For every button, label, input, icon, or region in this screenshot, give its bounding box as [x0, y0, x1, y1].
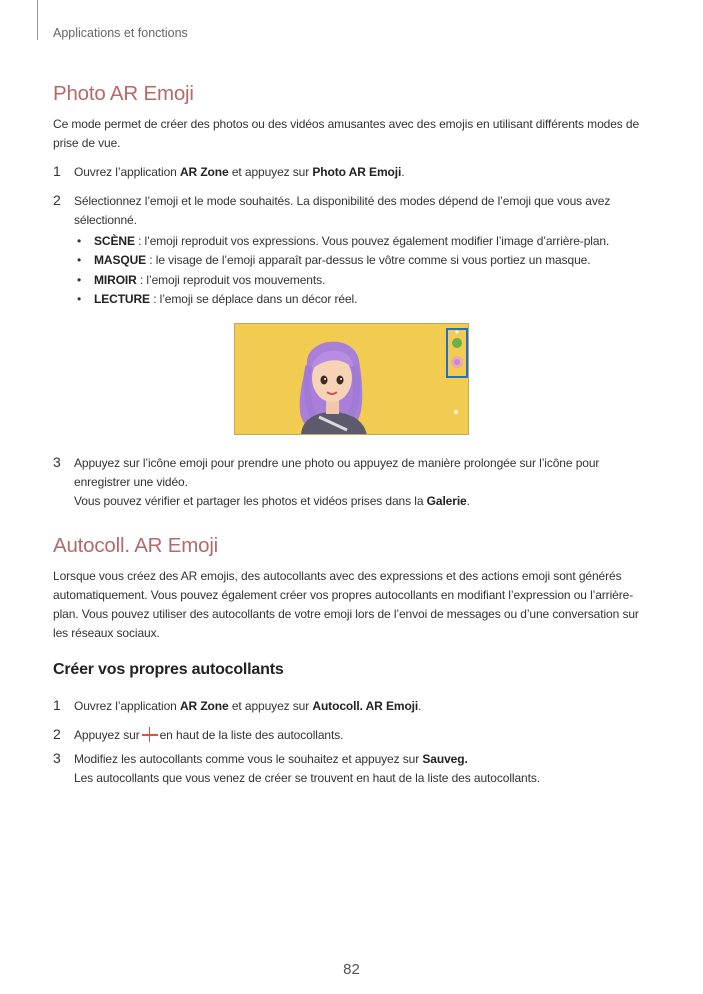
- list-item: [75, 232, 655, 251]
- mode-list: [75, 232, 655, 309]
- step-text: Modifiez les autocollants comme vous le souhaitez et appuyez sur: [74, 752, 423, 766]
- step-number: 2: [53, 192, 61, 208]
- app-name: AR Zone: [179, 165, 229, 179]
- step-text: et appuyez sur: [228, 165, 313, 179]
- step-number: 2: [53, 726, 61, 742]
- mode-term: SCÈNE: [94, 234, 135, 248]
- step-number: 3: [53, 454, 61, 470]
- step-text: Les autocollants que vous venez de créer se trouvent en haut de la liste des autocollants.: [74, 771, 540, 785]
- menu-target: Photo AR Emoji: [312, 165, 402, 179]
- mode-desc: : le visage de l’emoji apparaît par-dessus le vôtre comme si vous portiez un masque.: [146, 253, 591, 268]
- ar-emoji-screenshot: [234, 323, 469, 435]
- step-number: 1: [53, 163, 61, 179]
- step-text: en haut de la liste des autocollants.: [159, 728, 344, 742]
- app-name: Galerie: [426, 494, 467, 508]
- margin-rule: [37, 0, 38, 40]
- mode-term: MASQUE: [94, 253, 147, 268]
- step-text: Appuyez sur: [74, 728, 140, 742]
- step-text: Ouvrez l’application: [74, 699, 180, 713]
- mode-term: LECTURE: [94, 291, 150, 306]
- list-item: [75, 251, 655, 270]
- step-number: 1: [53, 697, 61, 713]
- mode-desc: : l’emoji se déplace dans un décor réel.: [149, 291, 358, 306]
- ar-emoji-illustration: [235, 324, 469, 435]
- autocoll-step-2: [53, 726, 653, 745]
- step-text: Sélectionnez l’emoji et le mode souhaités. La disponibilité des modes dépend de l’emoji que vous avez sélectionné.: [74, 194, 611, 227]
- app-name: AR Zone: [179, 699, 229, 713]
- menu-target: Autocoll. AR Emoji: [312, 699, 419, 713]
- step-text: Ouvrez l’application: [74, 165, 180, 179]
- subsection-title: Créer vos propres autocollants: [53, 661, 284, 678]
- step-number: 3: [53, 750, 61, 766]
- autocoll-intro: Lorsque vous créez des AR emojis, des autocollants avec des expressions et des actions emoji sont générés automatiquement. Vous pouvez également créer vos propres autocollants en modifiant l’expression ou l’arrière-plan. Vous pouvez utiliser des autocollants de votre emoji lors de l’envoi de messages ou d’une conversation sur les réseaux sociaux.: [53, 569, 639, 640]
- step-text: .: [418, 699, 422, 713]
- list-item: [75, 271, 655, 290]
- mode-desc: : l’emoji reproduit vos expressions. Vous pouvez également modifier l’image d’arrière-plan.: [134, 234, 610, 248]
- running-header: Applications et fonctions: [53, 26, 188, 40]
- section-title-photo-ar-emoji: Photo AR Emoji: [53, 82, 194, 105]
- photo-step-3: [53, 454, 653, 511]
- add-icon: [142, 728, 158, 741]
- photo-step-2: [53, 192, 653, 230]
- list-item: [75, 290, 655, 309]
- mode-term: MIROIR: [94, 272, 137, 287]
- autocoll-step-3: [53, 750, 653, 788]
- photo-intro: Ce mode permet de créer des photos ou des vidéos amusantes avec des emojis en utilisant différents modes de prise de vue.: [53, 117, 640, 150]
- page-number: 82: [343, 961, 360, 978]
- mode-desc: : l’emoji reproduit vos mouvements.: [136, 272, 326, 287]
- autocoll-step-1: [53, 697, 653, 716]
- photo-step-1: [53, 163, 653, 182]
- step-text: Vous pouvez vérifier et partager les photos et vidéos prises dans la: [74, 494, 427, 508]
- step-text: et appuyez sur: [228, 699, 313, 713]
- step-text: Appuyez sur l’icône emoji pour prendre une photo ou appuyez de manière prolongée sur l’icône pour enregistrer une vidéo.: [74, 456, 600, 489]
- save-button-label: Sauveg.: [422, 752, 468, 766]
- step-text: .: [466, 494, 470, 508]
- section-title-autocoll-ar-emoji: Autocoll. AR Emoji: [53, 534, 219, 557]
- step-text: .: [401, 165, 405, 179]
